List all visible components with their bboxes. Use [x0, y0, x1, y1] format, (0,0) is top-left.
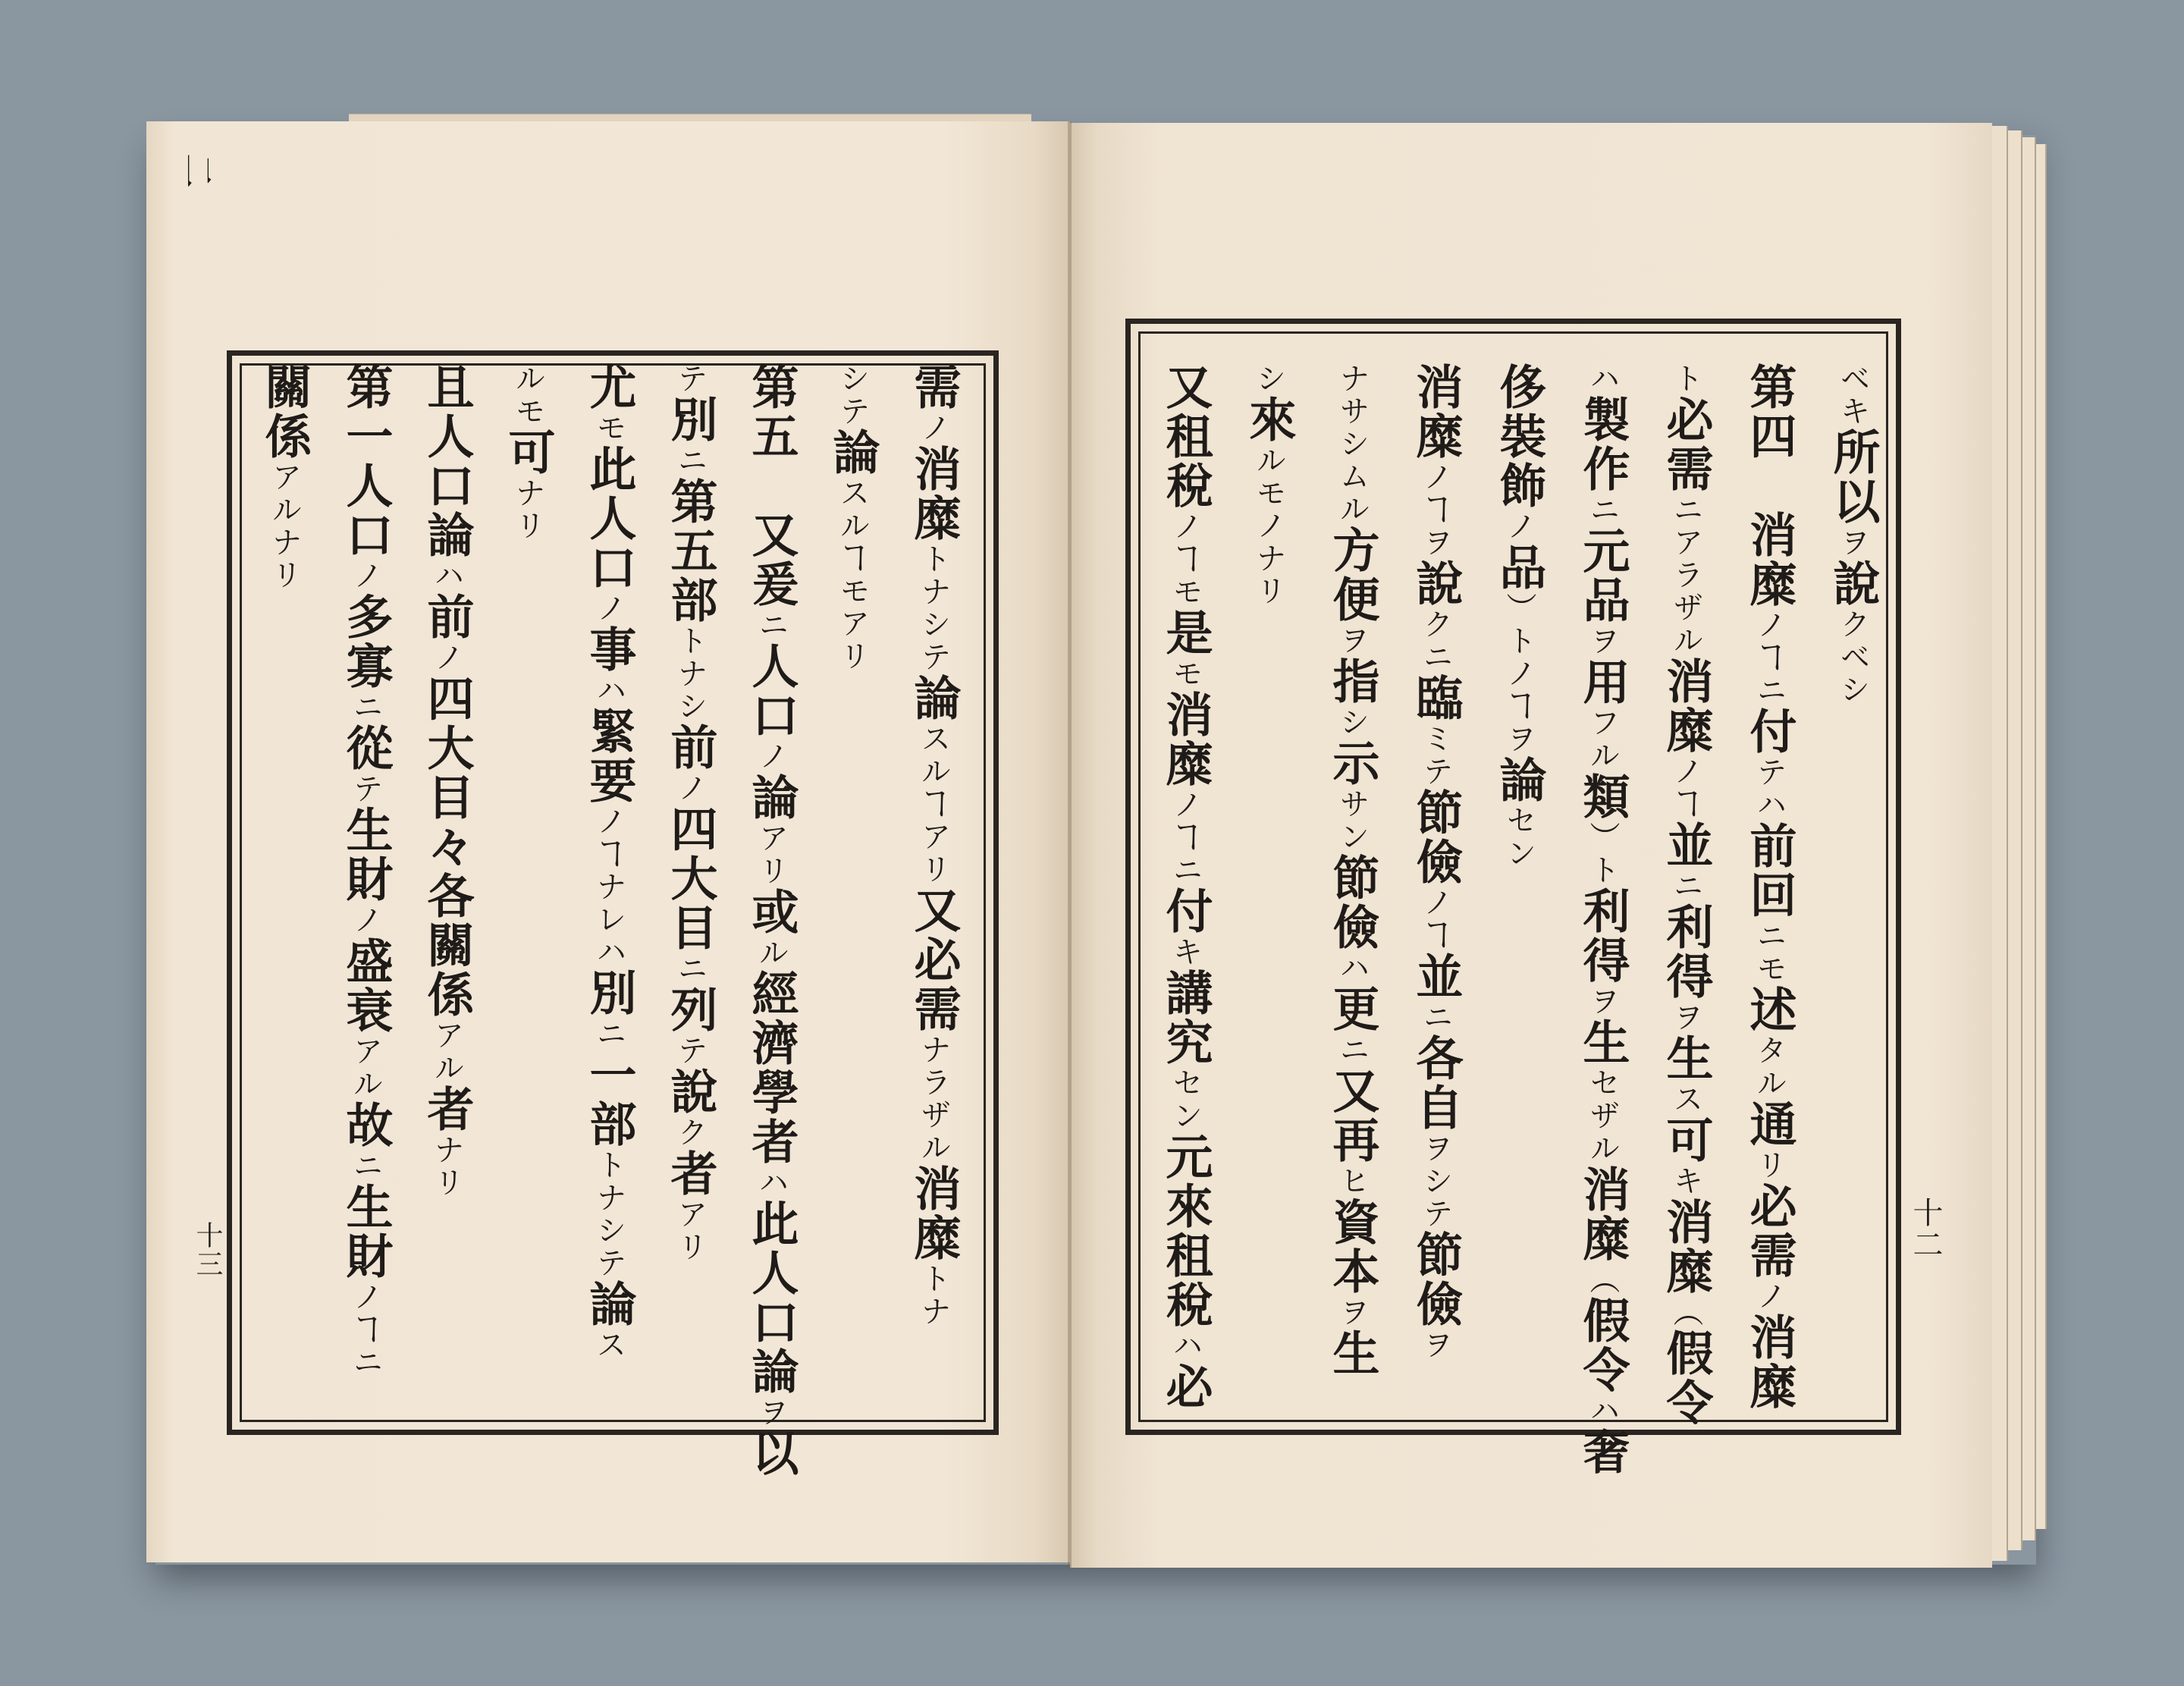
kana-run: ノ	[592, 592, 626, 625]
kana-run: シ	[1335, 706, 1370, 739]
kana-run: ルモノナリ	[1251, 444, 1286, 608]
kana-run: ヲ	[1668, 1001, 1703, 1034]
kana-run: モ	[592, 412, 626, 444]
kana-run: アル	[429, 1019, 464, 1085]
page-edge-stack	[2007, 130, 2022, 1550]
bracket-glyph: ）	[1502, 592, 1536, 625]
bracket-glyph: （	[1585, 1264, 1620, 1296]
text-column: 尤モ此人口ノ事ハ緊要ノヿナレハ別ニ一部トナシテ論ス	[582, 363, 637, 1361]
text-column: ベキ所以ヲ說クベシ	[1825, 363, 1881, 706]
kana-run: ハ	[429, 560, 464, 592]
kana-run: ヒ	[1335, 1165, 1370, 1198]
kana-run: ナラザル	[916, 1034, 951, 1164]
kana-run: アルナリ	[267, 461, 302, 592]
kana-run: ナリ	[510, 477, 545, 542]
text-column: 侈裝飾ノ品）トノヿヲ論セン	[1492, 363, 1547, 870]
kana-run: ヲ	[1335, 1296, 1370, 1329]
kana-run: ヲシテ	[1418, 1132, 1453, 1230]
text-column: ト必需ニアラザル消糜ノヿ並ニ利得ヲ生ス可キ消糜（假令	[1658, 363, 1714, 1427]
kana-run: ニ	[1418, 1001, 1453, 1034]
kana-run: ス	[1668, 1083, 1703, 1116]
kana-run: スルヿモアリ	[835, 477, 870, 673]
kana-run: ノ	[429, 642, 464, 674]
kana-run: ニ	[1668, 870, 1703, 903]
text-column: ナサシムル方便ヲ指シ示サン節儉ハ更ニ又再ヒ資本ヲ生	[1325, 363, 1380, 1378]
kana-run: ニ	[348, 691, 383, 724]
kana-run: テ	[673, 363, 708, 395]
kana-run: スルヿアリ	[916, 723, 951, 886]
kana-run: セザル	[1585, 1067, 1620, 1165]
kana-run: ニ	[1335, 1034, 1370, 1066]
kana-run: ノヿモ	[1168, 510, 1203, 608]
kana-run: ノ	[1752, 1280, 1787, 1313]
kana-run: シテ	[835, 363, 870, 428]
kana-run: ノ	[348, 560, 383, 592]
kana-run: ハ	[1585, 1395, 1620, 1427]
kana-run: ハ	[1585, 363, 1620, 395]
kana-run: アル	[348, 1035, 383, 1100]
kana-run: モ	[1168, 658, 1203, 690]
text-column: シテ論スルヿモアリ	[825, 363, 880, 673]
text-column: 第五 又爰ニ人口ノ論アリ或ル經濟學者ハ此人口論ヲ以	[744, 363, 799, 1478]
bracket-glyph: ）	[1585, 821, 1620, 854]
text-column: ハ製作ニ元品ヲ用フル類）ト利得ヲ生セザル消糜（假令ハ奢	[1575, 363, 1630, 1477]
kana-run: ス	[592, 1329, 626, 1361]
kana-run: アリ	[673, 1198, 708, 1264]
kana-run: シ	[1251, 363, 1286, 395]
kana-run: テハ	[1752, 756, 1787, 821]
kana-run: ニアラザル	[1668, 494, 1703, 657]
book-gutter	[1068, 121, 1072, 1568]
kana-run: ノ	[348, 904, 383, 937]
kana-run: ノ	[916, 412, 951, 444]
kana-run: ニ	[348, 1150, 383, 1182]
kana-run: テ	[348, 773, 383, 805]
kana-run: キ	[1168, 936, 1203, 969]
kana-run: ノヿニ	[348, 1281, 383, 1379]
corner-mark: 二	[177, 153, 218, 188]
kana-run: ハ	[592, 674, 626, 707]
kana-run: タル	[1752, 1035, 1787, 1100]
kana-run: キ	[1668, 1165, 1703, 1198]
kana-run: ノヿニ	[1168, 789, 1203, 887]
kana-run: トナシテ	[592, 1149, 626, 1279]
kana-run: ハ	[754, 1166, 789, 1199]
kana-run: トナシ	[673, 625, 708, 723]
kana-run: クベシ	[1835, 608, 1870, 706]
kana-run: テ	[673, 1035, 708, 1067]
kana-run: ノヿ	[1668, 755, 1703, 821]
page-number: 十三	[192, 1221, 223, 1279]
kana-run: ニ	[754, 609, 789, 642]
kana-run: ト	[1585, 854, 1620, 887]
kana-run: サン	[1335, 788, 1370, 853]
kana-run: リ	[1752, 1149, 1787, 1182]
kana-run: フル	[1585, 707, 1620, 772]
kana-run: ル	[754, 937, 789, 969]
kana-run: トノヿヲ	[1502, 625, 1536, 755]
kana-run: ニ	[673, 444, 708, 477]
text-column: 且人口論ハ前ノ四大目々各關係アル者ナリ	[419, 363, 475, 1199]
text-column: ルモ可ナリ	[500, 363, 556, 542]
kana-run: ヲ	[754, 1396, 789, 1429]
kana-run: ノヿニ	[1752, 609, 1787, 707]
text-column: 又租稅ノヿモ是モ消糜ノヿニ付キ講究セン元來租稅ハ必	[1158, 363, 1213, 1411]
kana-run: ノヿヲ	[1418, 461, 1453, 559]
kana-run: アリ	[754, 822, 789, 887]
kana-run: ヲ	[1585, 985, 1620, 1018]
text-column: シ來ルモノナリ	[1241, 363, 1297, 608]
page-edge-stack	[1990, 126, 2008, 1561]
page-number: 十二	[1908, 1197, 1943, 1261]
kana-run: ルモ	[510, 363, 545, 428]
kana-run: セン	[1168, 1067, 1203, 1132]
kana-run: ト	[1668, 363, 1703, 395]
kana-run: ハ	[1335, 952, 1370, 984]
kana-run: ヲ	[1335, 624, 1370, 657]
kana-run: ミテ	[1418, 723, 1453, 788]
kana-run: ニモ	[1752, 920, 1787, 985]
kana-run: トナシテ	[916, 543, 951, 673]
kana-run: ク	[673, 1116, 708, 1149]
text-column: 需ノ消糜トナシテ論スルヿアリ又必需ナラザル消糜トナ	[906, 363, 962, 1328]
kana-run: ヲ	[1835, 526, 1870, 559]
kana-run: ナサシムル	[1335, 363, 1370, 526]
text-column: 關係アルナリ	[257, 363, 312, 592]
text-column: 消糜ノヿヲ說クニ臨ミテ節儉ノヿ並ニ各自ヲシテ節儉ヲ	[1408, 363, 1464, 1361]
text-column: テ別ニ第五部トナシ前ノ四大目ニ列テ說ク者アリ	[663, 363, 718, 1264]
kana-run: ノ	[673, 772, 708, 805]
kana-run: ノ	[754, 740, 789, 773]
kana-run: ニ	[673, 953, 708, 985]
kana-run: ヲ	[1585, 625, 1620, 658]
text-column: 第四 消糜ノヿニ付テハ前回ニモ述タル通リ必需ノ消糜	[1742, 363, 1797, 1411]
page-edge-stack	[2035, 144, 2047, 1529]
kana-run: クニ	[1418, 608, 1453, 673]
kana-run: ベキ	[1835, 363, 1870, 428]
kana-run: セン	[1502, 805, 1536, 870]
kana-run: ニ	[592, 1018, 626, 1050]
kana-run: ノ	[1502, 510, 1536, 543]
bracket-glyph: （	[1668, 1296, 1703, 1329]
kana-run: ノヿナレハ	[592, 805, 626, 969]
kana-run: ハ	[1168, 1330, 1203, 1362]
page-edge-stack	[2021, 137, 2036, 1540]
kana-run: ナリ	[429, 1134, 464, 1199]
kana-run: トナ	[916, 1263, 951, 1328]
kana-run: ニ	[1585, 494, 1620, 526]
text-column: 第一人口ノ多寡ニ從テ生財ノ盛衰アル故ニ生財ノヿニ	[338, 363, 394, 1379]
kana-run: ヲ	[1418, 1329, 1453, 1361]
kana-run: ノヿ	[1418, 887, 1453, 952]
